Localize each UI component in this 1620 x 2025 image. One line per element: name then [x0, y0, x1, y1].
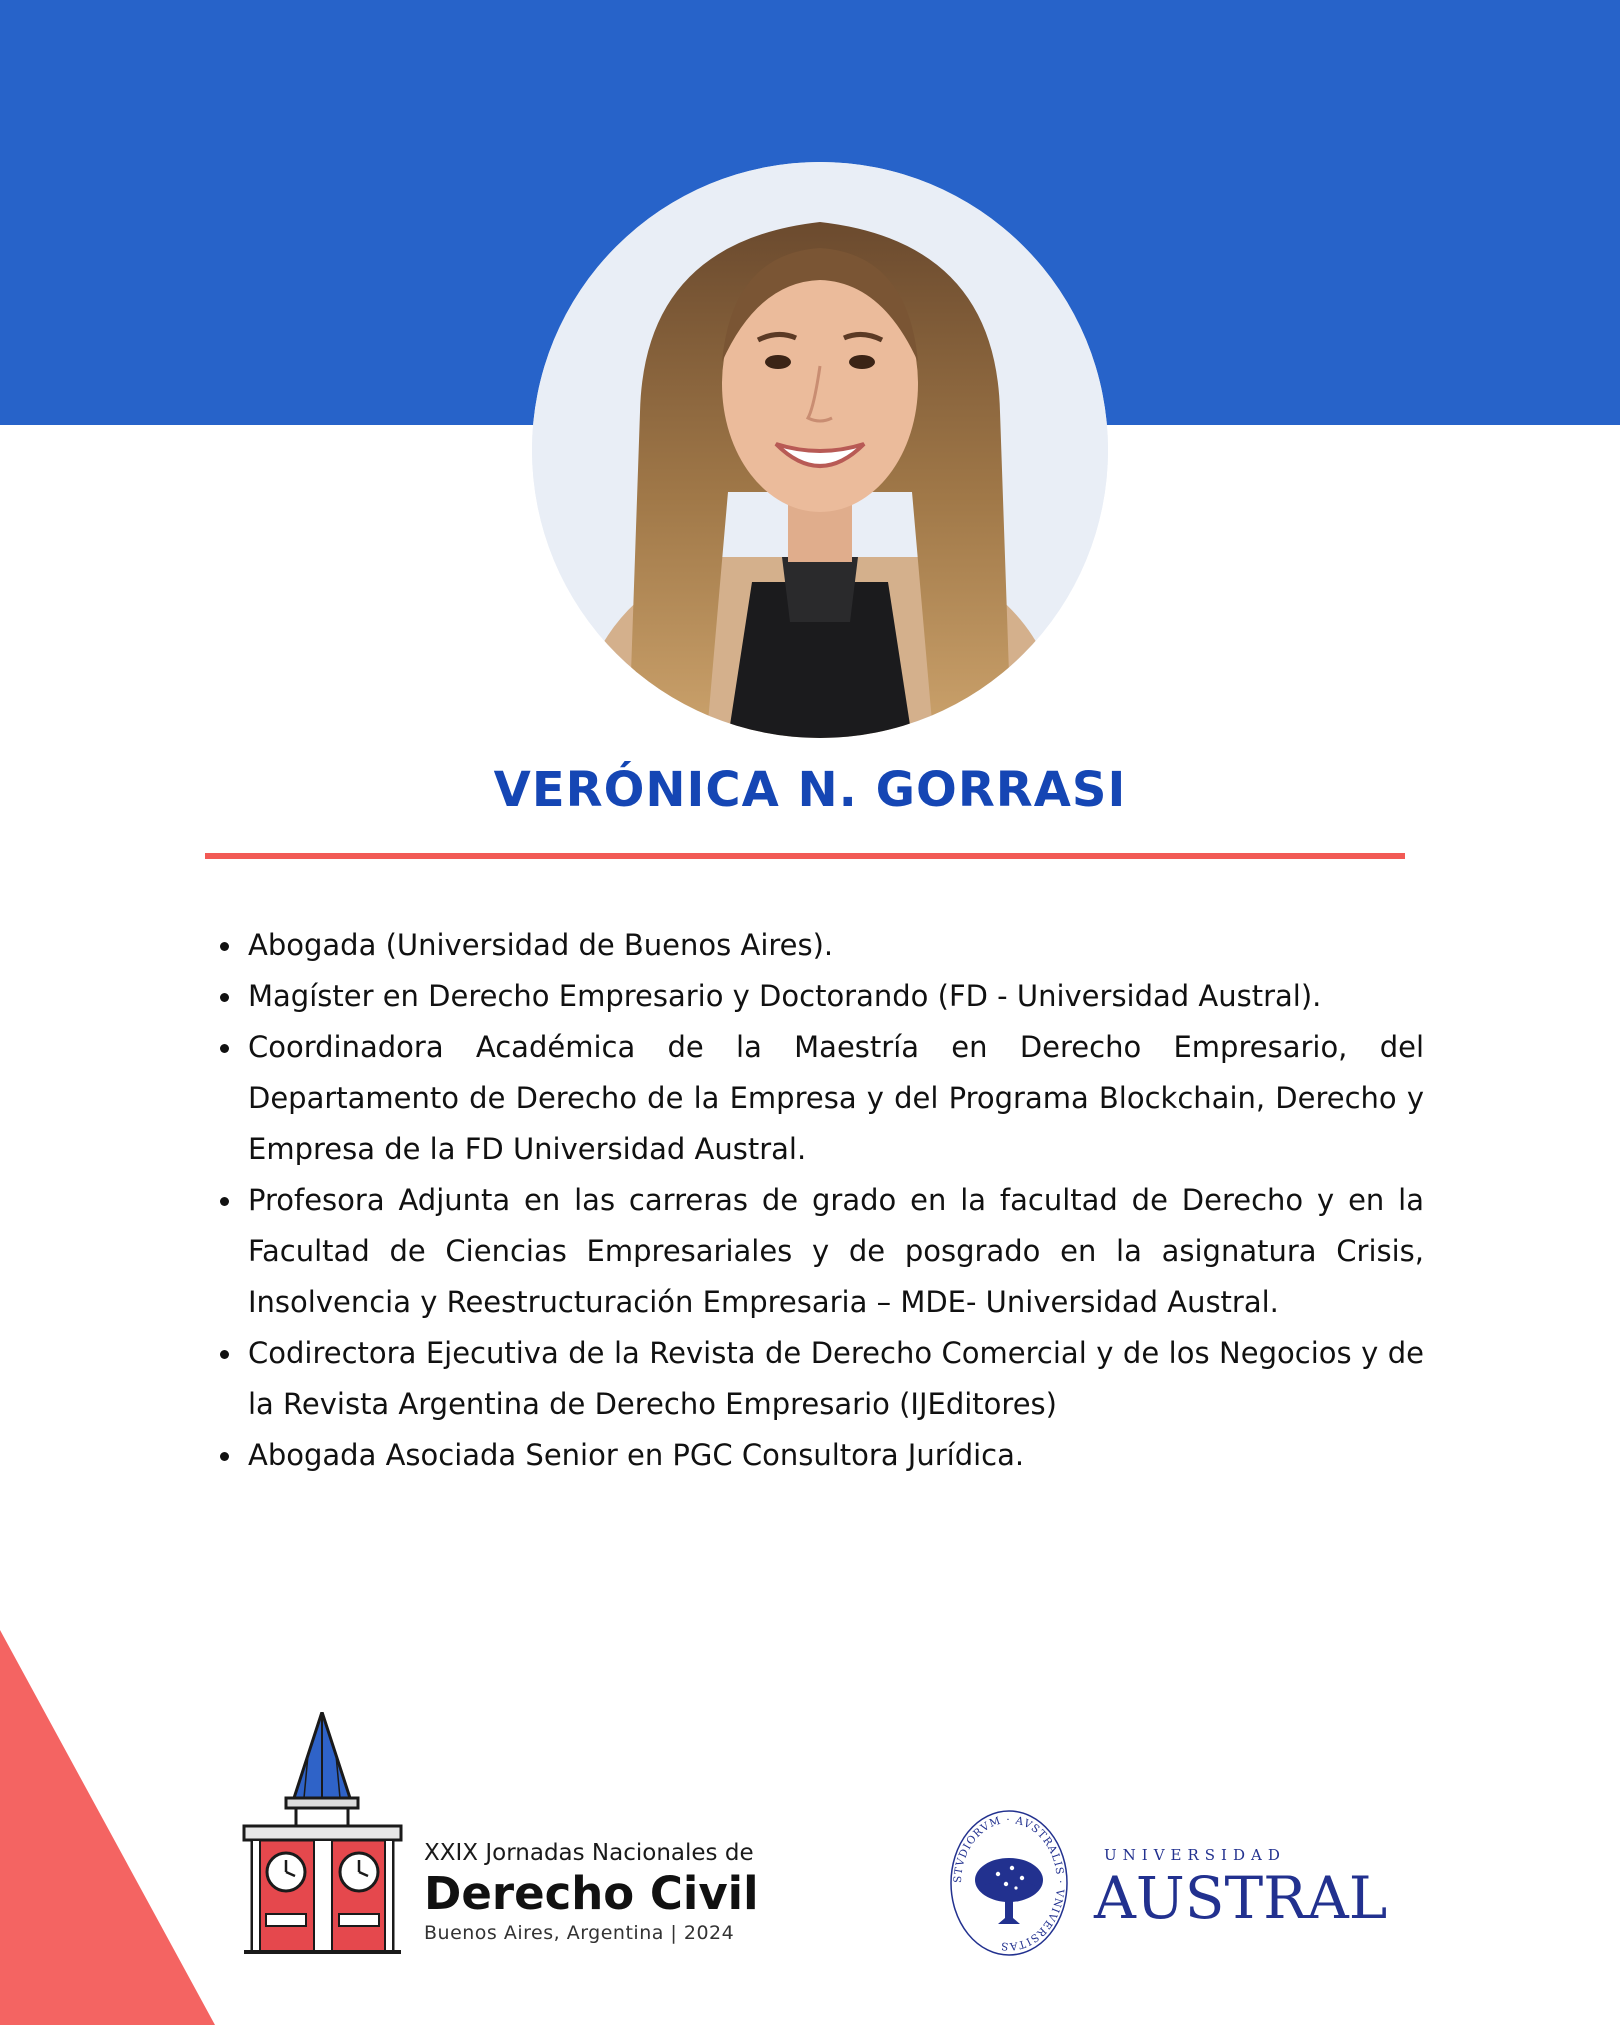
austral-wordmark [1094, 1846, 1414, 1932]
bio-list [216, 920, 1424, 1481]
jornadas-location-year: Buenos Aires, Argentina | 2024 [424, 1922, 735, 1944]
bio-item: Abogada Asociada Senior en PGC Consultora Jurídica. [248, 1430, 1424, 1481]
speaker-portrait [532, 162, 1108, 738]
bio-item: Codirectora Ejecutiva de la Revista de Derecho Comercial y de los Negocios y de la Revista Argentina de Derecho Empresario (IJEditores) [248, 1328, 1424, 1430]
austral-name: AUSTRAL [1094, 1864, 1388, 1932]
bio-item: Profesora Adjunta en las carreras de grado en la facultad de Derecho y en la Facultad de Ciencias Empresariales y de posgrado en la asignatura Crisis, Insolvencia y Reestructuración Empresaria – MDE- Universidad Austral. [248, 1175, 1424, 1328]
clock-tower-logo [240, 1712, 405, 1957]
austral-seal-logo [948, 1808, 1070, 1958]
bio-item: Abogada (Universidad de Buenos Aires). [248, 920, 1424, 971]
jornadas-line1: XXIX Jornadas Nacionales de [424, 1840, 754, 1866]
bio-item: Coordinadora Académica de la Maestría en Derecho Empresario, del Departamento de Derecho de la Empresa y del Programa Blockchain, Derecho y Empresa de la FD Universidad Austral. [248, 1022, 1424, 1175]
seal-ring-text: STVDIORVM · AVSTRALIS · VNIVERSITAS [951, 1813, 1067, 1953]
austral-universidad-label: UNIVERSIDAD [1104, 1846, 1286, 1864]
name-divider [205, 853, 1405, 859]
jornadas-wordmark [424, 1840, 824, 1944]
jornadas-title: Derecho Civil [424, 1867, 759, 1920]
speaker-name: VERÓNICA N. GORRASI [493, 762, 1127, 818]
corner-triangle-decoration [0, 1630, 215, 2025]
bio-item: Magíster en Derecho Empresario y Doctorando (FD - Universidad Austral). [248, 971, 1424, 1022]
